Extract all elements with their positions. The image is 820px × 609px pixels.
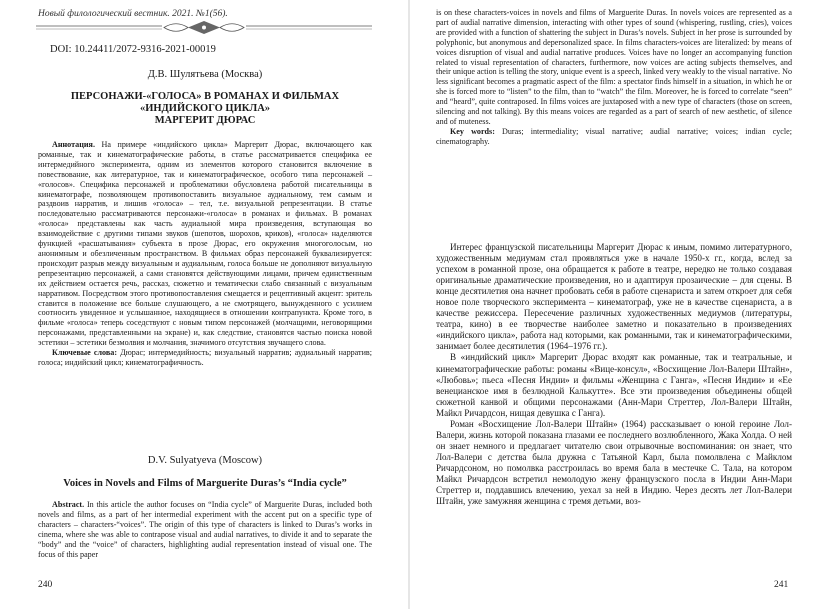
abstract-en-paragraph [38, 500, 372, 559]
body-paragraph: Интерес французской писательницы Маргерит Дюрас к иным, помимо литературного, художественным медиумам стал проявляться уже в начале 1950-х гг., когда, вслед за успехом в романной прозе, она обращается к работе в театре, нередко не только создавая оригинальные драматические произведения, но и адаптируя прозаические – для сцены. В конце десятилетия она начнет пробовать себя в работе сценариста и затем откроет для себя новое поле творческого эксперимента – кинематограф, уже не в качестве сценариста, а в качестве режиссера. Пересечение различных художественных медиумов (литературы, театра, кино) в ее творчестве наиболее заметно и показательно в произведениях «индийского цикла», работа над которыми, как романными, так и кинематографическими, занимает более десятилетия (1964–1976 гг.). [436, 242, 792, 352]
keywords-ru-paragraph [38, 348, 372, 368]
keywords-en-label: Key words: [450, 126, 495, 136]
article-title-en: Voices in Novels and Films of Marguerite Duras’s “India cycle” [63, 478, 347, 489]
keywords-ru-text: Дюрас; интермедийность; визуальный нарратив; аудиальный нарратив; голоса; индийский цикл; кинематографичность. [38, 348, 373, 367]
body-paragraph: Роман «Восхищение Лол-Валери Штайн» (1964) рассказывает о юной героине Лол-Валери, жизнь которой показана глазами ее последнего возлюбленного, Жака Холда. О ней он знает немного и предлагает читателю свои отрывочные воспоминания: он знает, что Лол-Валери с детства была дружна с Татьяной Карл, была помолвлена с Майклом Ричардсоном, но помолвка расстроилась во время бала в местечке С. Тала, на котором Майкл Ричардсон встретил немолодую жену французского посла в Индии Анн-Мари Стреттер и, поддавшись влечению, уехал за ней в Индию. Через десять лет Лол-Валери Штайн, уже замужняя женщина с тремя детьми, воз- [436, 418, 792, 507]
abstract-en-label: Abstract. [52, 500, 85, 509]
right-page [410, 0, 820, 609]
author-ru: Д.В. Шулятьева (Москва) [147, 69, 263, 80]
title-line: МАРГЕРИТ ДЮРАС [154, 115, 256, 126]
page-number-left: 240 [38, 580, 53, 590]
abstract-en [38, 500, 372, 559]
abstract-en-text: In this article the author focuses on “India cycle” of Marguerite Duras, included both novels and films, as a part of her intermedial experiment with the accent put on a specific type of characters – characters-“voices”. The origin of this type of characters is linked to Duras’s works in cinema, where she was able to contrapose visual and audial narratives, to divide it and to separate the “body” and the “voice” of characters, highlighting audial representation instead of visual one. The focus of this paper [38, 500, 372, 559]
keywords-ru-label: Ключевые слова: [52, 348, 118, 358]
abstract-ru-label: Аннотация. [52, 140, 95, 149]
ornament-divider-icon [36, 20, 372, 34]
abstract-en-cont-paragraph: is on these characters-voices in novels and films of Marguerite Duras. In novels voices are represented as a part of audial narrative dimension, interacting with other types of sound (whispering, rustling, cries), voices are provided with a function of shattering the subject in Duras’s novels. Subject in her prose is surrounded by polyphonic, but anonymous and depersonalized space. In films characters-voices are literalized: by means of voices disruption of visual and audial narrative produces. Voices have no longer an accompanying function related to visual representation of characters, furthermore, now voices are acting subjects themselves, and their unique action is telling the story, unique event is a speech, linked very weakly to the visual narrative. No less significant becomes a pragmatic aspect of the film: a spectator finds himself in a situation, in which he or she is forced more to “listen” to the film, than to “watch” the film. Moreover, he is forced to correlate “seen” and “heard”, quite contraposed. In films voices are juxtaposed with a new type of characters (those on screen, silencing and not talking). By this means voices are regarded as a part of search of new aesthetic, of silence and of muteness. [436, 8, 792, 126]
abstract-ru [38, 140, 372, 368]
keywords-en-paragraph [436, 127, 792, 147]
body-paragraph: В «индийский цикл» Маргерит Дюрас входят как романные, так и театральные, и кинематографические работы: романы «Вице-консул», «Восхищение Лол-Валери Штайн», «Любовь»; пьеса «Песня Индии» и фильмы «Женщина с Ганга», «Песня Индии» и «Ее венецианское имя в безлюдной Калькутте». Все эти произведения объединены общей сюжетной канвой и общими персонажами (Анн-Мари Стреттер, Лол-Валери Штайн, Майкл Ричардсон, нищая девушка с Ганга). [436, 352, 792, 418]
keywords-en-text: Duras; intermediality; visual narrative; audial narrative; voices; indian cycle; cinematography. [436, 126, 792, 146]
abstract-ru-paragraph [38, 140, 372, 348]
page-number-right: 241 [774, 580, 789, 590]
abstract-ru-text: На примере «индийского цикла» Маргерит Дюрас, включающего как романные, так и кинематографические работы, в статье рассматривается специфика ее интермедийного эксперимента, одним из элементов которого становится включение в повествование, как литературное, так и кинематографическое, особого типа персонажей – «голосов». Специфика персонажей и проблематики обусловлена работой писательницы в кинематографе, позволяющем противопоставить визуальное аудиальному, тем самым и раздвоив нарратив, и лишив «голоса» – тел, т.е. визуальной репрезентации. В статье последовательно рассматриваются персонажи-«голоса» в романах и фильмах. В романах «голоса» представлены как часть аудиальной мира произведения, вступающая во взаимодействие с другими типами звуков (шепотов, шорохов, криков), «голоса» наделяются функцией «расшатывания» субъекта в прозе Дюрас, его окружения многоголосым, но анонимным и обезличенным пространством. В фильмах образ персонажей буквализируется: происходит разрыв между визуальным и аудиальным, голоса больше не дополняют визуальную репрезентацию персонажей, а сами становятся действующими лицами, причем единственным их действием остается речь, рассказ, сюжетно и тематически слабо связанный с визуальным нарративом. Посредством этого противопоставления смещается и рецептивный акцент: зритель ставится в положение все больше слушающего, а не смотрящего, вынужденного с усилием соотносить увиденное и услышанное, находящиеся в отношении контрапункта. Кроме того, в фильме «голоса» теперь соседствуют с новым типом персонажей (молчащими, неговорящими персонажами, представленными на экране) и, как следствие, становятся частью поиска новой эстетики – эстетики безмолвия и молчания, значимого отсутствия звучащего слова. [38, 140, 372, 348]
article-body [436, 242, 792, 507]
doi: DOI: 10.24411/2072-9316-2021-00019 [50, 44, 216, 55]
abstract-en-continued [436, 8, 792, 147]
article-title-ru [60, 91, 350, 127]
journal-header: Новый филологический вестник. 2021. №1(56). [38, 9, 228, 19]
title-line: ПЕРСОНАЖИ-«ГОЛОСА» В РОМАНАХ И ФИЛЬМАХ [70, 91, 340, 102]
author-en: D.V. Sulyatyeva (Moscow) [147, 455, 263, 466]
title-line: «ИНДИЙСКОГО ЦИКЛА» [139, 103, 271, 114]
